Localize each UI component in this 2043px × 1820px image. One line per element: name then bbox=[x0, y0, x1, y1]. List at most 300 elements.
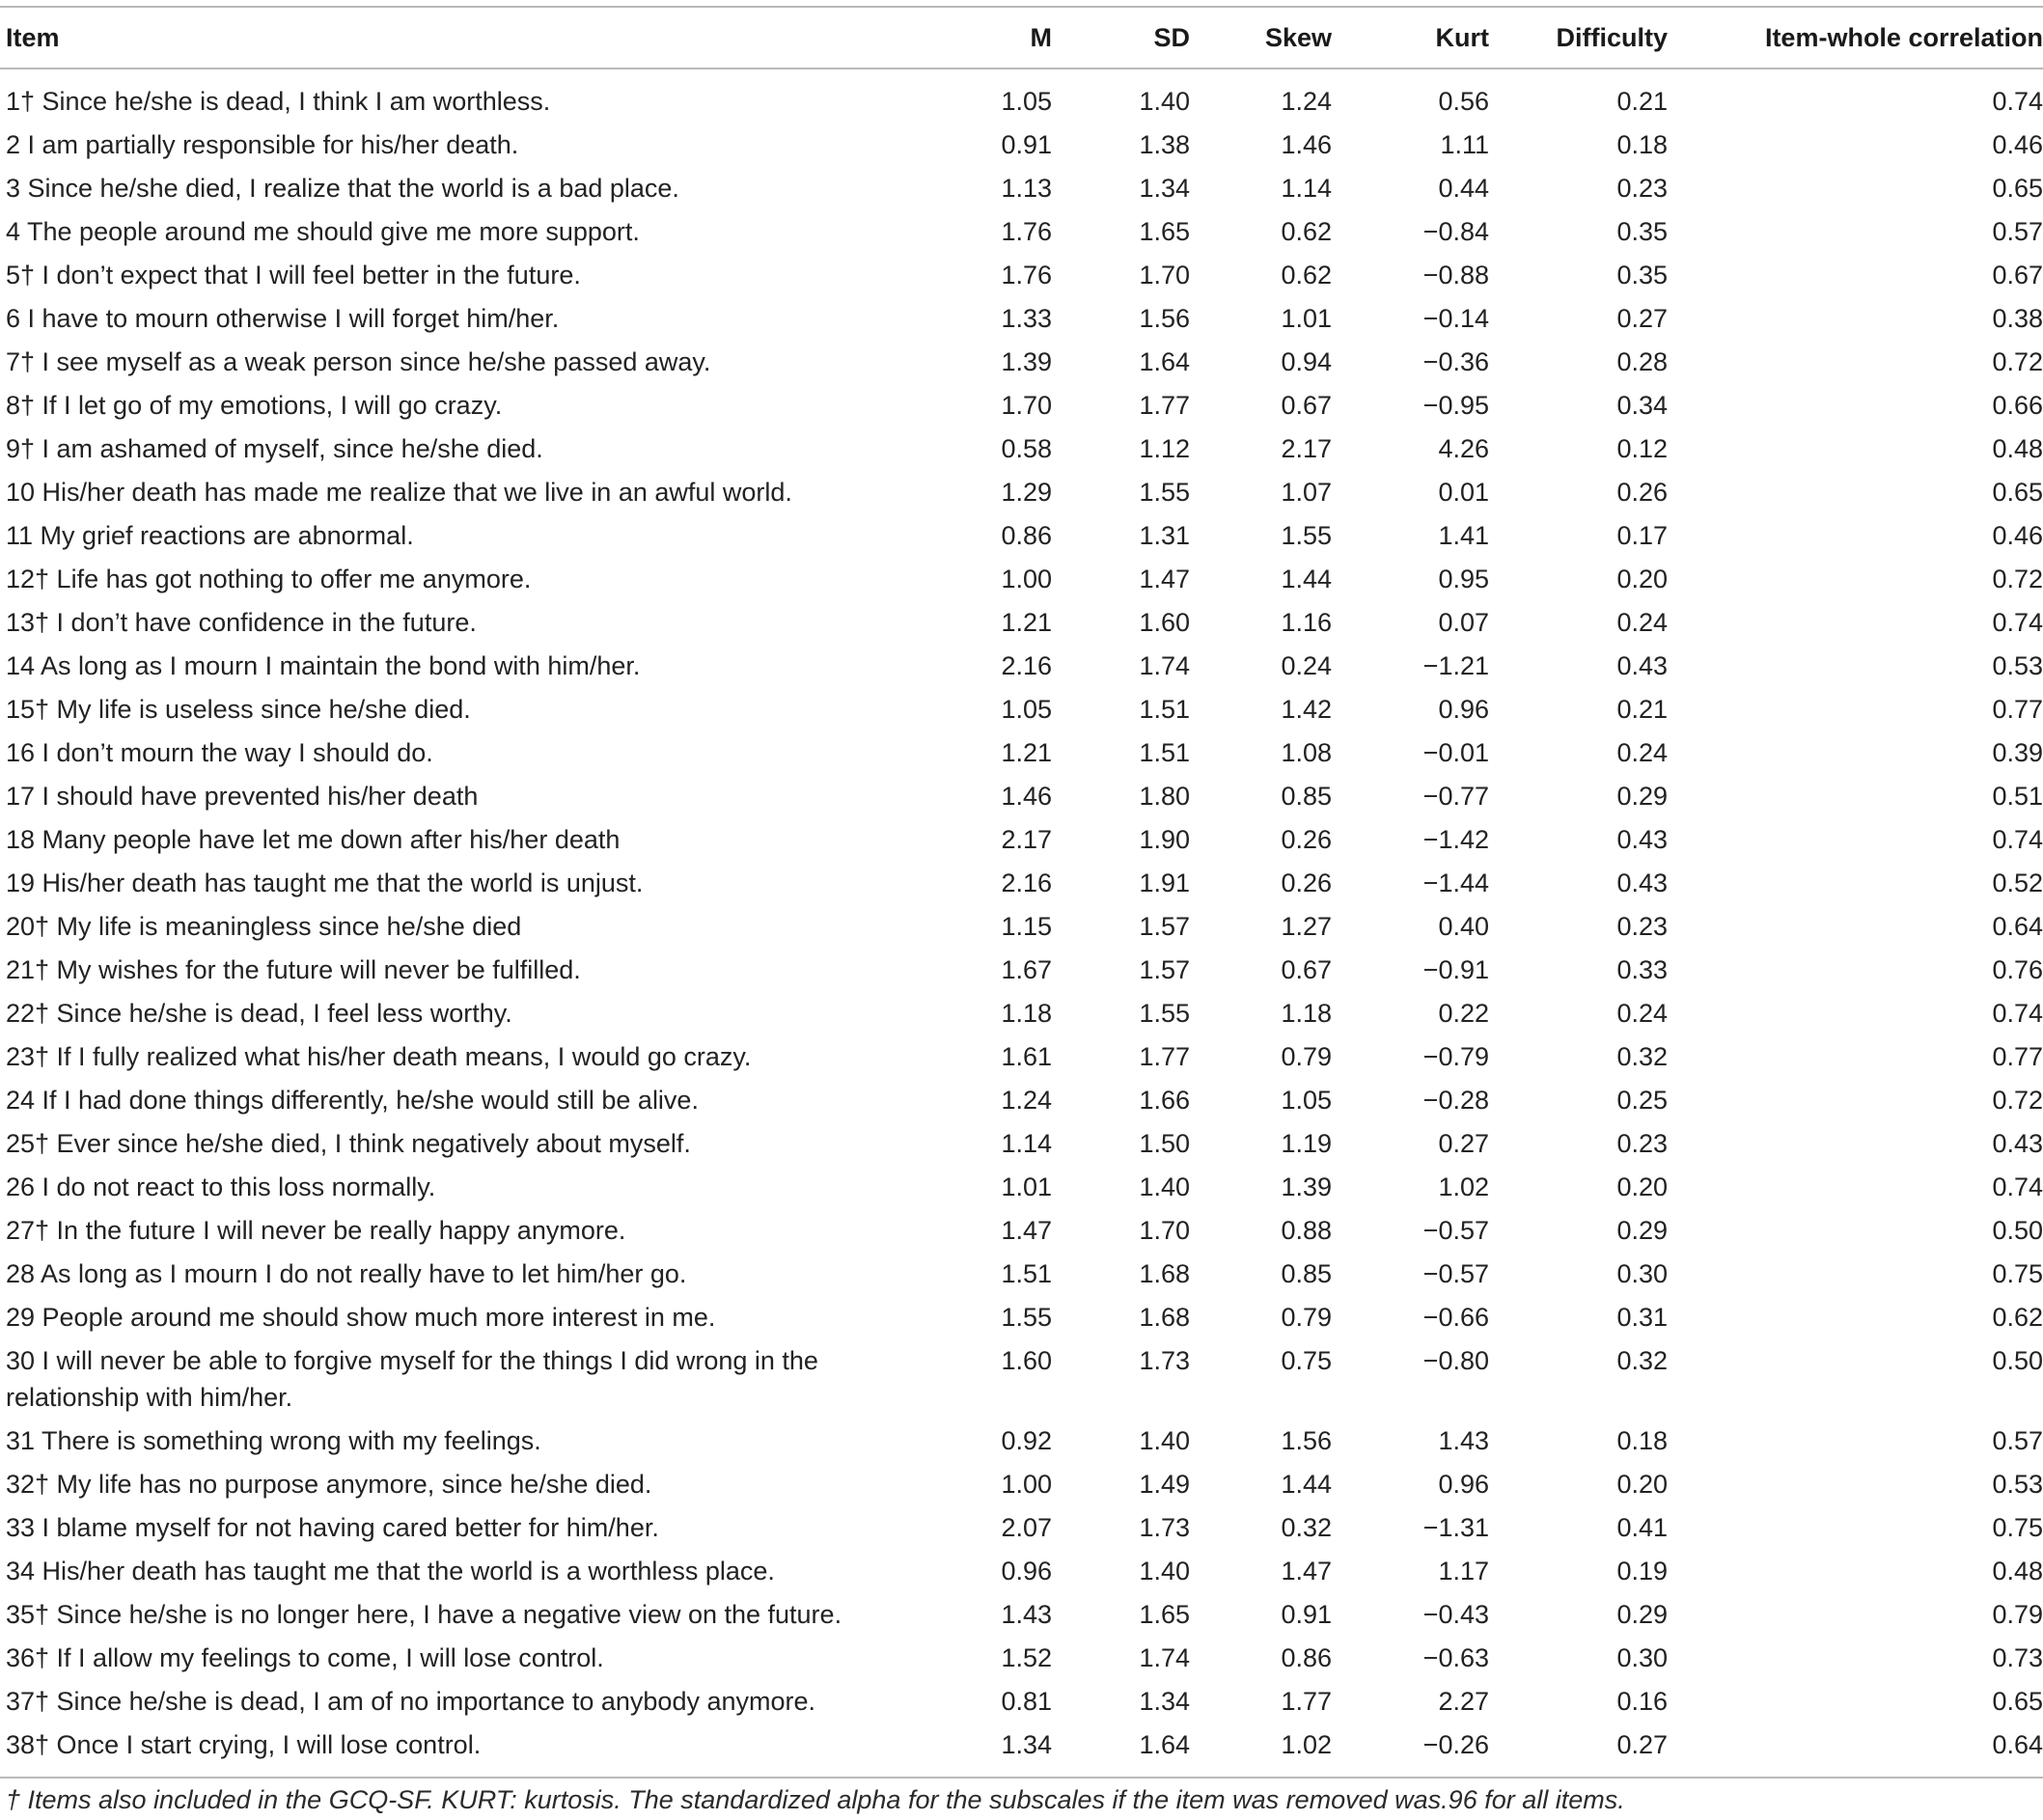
cell-m: 2.17 bbox=[1001, 825, 1052, 854]
cell-m: 0.81 bbox=[1001, 1687, 1052, 1716]
cell-sd: 1.68 bbox=[1139, 1303, 1190, 1332]
table-row bbox=[0, 1296, 2043, 1339]
header-item: Item bbox=[6, 23, 60, 52]
cell-kurt: −0.57 bbox=[1422, 1216, 1489, 1245]
cell-sd: 1.90 bbox=[1139, 825, 1190, 854]
cell-kurt: −0.77 bbox=[1422, 782, 1489, 811]
cell-sd: 1.55 bbox=[1139, 478, 1190, 507]
cell-item-whole-correlation: 0.50 bbox=[1992, 1346, 2043, 1375]
table-row bbox=[0, 775, 2043, 818]
cell-item-whole-correlation: 0.67 bbox=[1992, 261, 2043, 290]
cell-item-whole-correlation: 0.74 bbox=[1992, 1172, 2043, 1201]
cell-m: 1.05 bbox=[1001, 695, 1052, 724]
cell-item-whole-correlation: 0.72 bbox=[1992, 347, 2043, 376]
cell-m: 1.55 bbox=[1001, 1303, 1052, 1332]
cell-sd: 1.51 bbox=[1139, 738, 1190, 767]
cell-sd: 1.49 bbox=[1139, 1470, 1190, 1499]
cell-item: 16 I don’t mourn the way I should do. bbox=[6, 738, 433, 767]
cell-sd: 1.66 bbox=[1139, 1086, 1190, 1115]
cell-item: 22† Since he/she is dead, I feel less worthy. bbox=[6, 999, 512, 1028]
cell-kurt: −0.88 bbox=[1422, 261, 1489, 290]
cell-item-whole-correlation: 0.65 bbox=[1992, 1687, 2043, 1716]
cell-item: 29 People around me should show much more interest in me. bbox=[6, 1303, 716, 1332]
cell-item-whole-correlation: 0.46 bbox=[1992, 130, 2043, 159]
cell-item: 2 I am partially responsible for his/her death. bbox=[6, 130, 519, 159]
table-row bbox=[0, 210, 2043, 254]
table-row bbox=[0, 254, 2043, 297]
cell-item-whole-correlation: 0.77 bbox=[1992, 1042, 2043, 1071]
cell-difficulty: 0.17 bbox=[1616, 521, 1668, 550]
cell-sd: 1.74 bbox=[1139, 651, 1190, 680]
cell-item-whole-correlation: 0.53 bbox=[1992, 651, 2043, 680]
cell-skew: 0.94 bbox=[1281, 347, 1332, 376]
cell-kurt: −0.26 bbox=[1422, 1730, 1489, 1759]
table-row bbox=[0, 69, 2043, 124]
cell-skew: 1.77 bbox=[1281, 1687, 1332, 1716]
cell-item-whole-correlation: 0.65 bbox=[1992, 174, 2043, 203]
cell-difficulty: 0.43 bbox=[1616, 825, 1668, 854]
cell-difficulty: 0.26 bbox=[1616, 478, 1668, 507]
cell-item-whole-correlation: 0.75 bbox=[1992, 1259, 2043, 1288]
cell-kurt: −1.31 bbox=[1422, 1513, 1489, 1542]
table-row bbox=[0, 1079, 2043, 1122]
cell-skew: 0.26 bbox=[1281, 825, 1332, 854]
cell-difficulty: 0.21 bbox=[1616, 695, 1668, 724]
cell-item: 9† I am ashamed of myself, since he/she died. bbox=[6, 434, 543, 463]
cell-sd: 1.47 bbox=[1139, 565, 1190, 593]
cell-item-whole-correlation: 0.57 bbox=[1992, 217, 2043, 246]
cell-item: 13† I don’t have confidence in the future. bbox=[6, 608, 477, 637]
header-item-whole-correlation: Item-whole correlation bbox=[1764, 23, 2043, 52]
cell-skew: 0.26 bbox=[1281, 869, 1332, 897]
cell-difficulty: 0.18 bbox=[1616, 1426, 1668, 1455]
cell-item-whole-correlation: 0.75 bbox=[1992, 1513, 2043, 1542]
cell-sd: 1.40 bbox=[1139, 1426, 1190, 1455]
cell-kurt: 0.01 bbox=[1438, 478, 1489, 507]
cell-item: 15† My life is useless since he/she died. bbox=[6, 695, 471, 724]
table-row bbox=[0, 1420, 2043, 1463]
cell-kurt: 0.40 bbox=[1438, 912, 1489, 941]
cell-item: 4 The people around me should give me more support. bbox=[6, 217, 640, 246]
cell-item: 6 I have to mourn otherwise I will forget him/her. bbox=[6, 304, 560, 333]
cell-difficulty: 0.23 bbox=[1616, 912, 1668, 941]
table-row bbox=[0, 1035, 2043, 1079]
cell-kurt: −0.80 bbox=[1422, 1346, 1489, 1375]
table-row bbox=[0, 1253, 2043, 1296]
cell-skew: 0.24 bbox=[1281, 651, 1332, 680]
cell-sd: 1.34 bbox=[1139, 1687, 1190, 1716]
cell-sd: 1.80 bbox=[1139, 782, 1190, 811]
cell-difficulty: 0.29 bbox=[1616, 1216, 1668, 1245]
cell-sd: 1.56 bbox=[1139, 304, 1190, 333]
cell-m: 1.01 bbox=[1001, 1172, 1052, 1201]
table-row bbox=[0, 1209, 2043, 1253]
cell-item-whole-correlation: 0.76 bbox=[1992, 955, 2043, 984]
cell-m: 1.76 bbox=[1001, 217, 1052, 246]
cell-sd: 1.64 bbox=[1139, 1730, 1190, 1759]
cell-difficulty: 0.41 bbox=[1616, 1513, 1668, 1542]
cell-difficulty: 0.27 bbox=[1616, 304, 1668, 333]
cell-skew: 1.08 bbox=[1281, 738, 1332, 767]
cell-item: 7† I see myself as a weak person since he/she passed away. bbox=[6, 347, 711, 376]
table-row bbox=[0, 558, 2043, 601]
cell-item: 32† My life has no purpose anymore, since he/she died. bbox=[6, 1470, 652, 1499]
cell-skew: 1.19 bbox=[1281, 1129, 1332, 1158]
cell-item: 36† If I allow my feelings to come, I will lose control. bbox=[6, 1643, 604, 1672]
cell-item-whole-correlation: 0.74 bbox=[1992, 608, 2043, 637]
cell-sd: 1.50 bbox=[1139, 1129, 1190, 1158]
cell-skew: 1.18 bbox=[1281, 999, 1332, 1028]
cell-skew: 0.62 bbox=[1281, 261, 1332, 290]
cell-item: 10 His/her death has made me realize that we live in an awful world. bbox=[6, 478, 792, 507]
cell-item: 14 As long as I mourn I maintain the bond with him/her. bbox=[6, 651, 641, 680]
cell-item: 12† Life has got nothing to offer me anymore. bbox=[6, 565, 532, 593]
cell-m: 1.70 bbox=[1001, 391, 1052, 420]
cell-difficulty: 0.24 bbox=[1616, 999, 1668, 1028]
cell-m: 1.39 bbox=[1001, 347, 1052, 376]
cell-skew: 1.24 bbox=[1281, 87, 1332, 116]
table-row bbox=[0, 1506, 2043, 1550]
table-row bbox=[0, 167, 2043, 210]
cell-skew: 0.86 bbox=[1281, 1643, 1332, 1672]
cell-kurt: −0.14 bbox=[1422, 304, 1489, 333]
table-row bbox=[0, 1166, 2043, 1209]
cell-difficulty: 0.30 bbox=[1616, 1643, 1668, 1672]
cell-item: 30 I will never be able to forgive myself for the things I did wrong in the relationship with him/her. bbox=[6, 1346, 818, 1412]
table-row bbox=[0, 1122, 2043, 1166]
table-row bbox=[0, 862, 2043, 905]
cell-kurt: −0.91 bbox=[1422, 955, 1489, 984]
cell-kurt: 0.56 bbox=[1438, 87, 1489, 116]
cell-sd: 1.40 bbox=[1139, 1557, 1190, 1586]
cell-difficulty: 0.24 bbox=[1616, 608, 1668, 637]
cell-sd: 1.57 bbox=[1139, 912, 1190, 941]
cell-item-whole-correlation: 0.72 bbox=[1992, 565, 2043, 593]
cell-item: 20† My life is meaningless since he/she died bbox=[6, 912, 522, 941]
cell-skew: 1.47 bbox=[1281, 1557, 1332, 1586]
cell-difficulty: 0.32 bbox=[1616, 1042, 1668, 1071]
cell-difficulty: 0.30 bbox=[1616, 1259, 1668, 1288]
cell-kurt: −0.63 bbox=[1422, 1643, 1489, 1672]
cell-item: 11 My grief reactions are abnormal. bbox=[6, 521, 414, 550]
cell-sd: 1.12 bbox=[1139, 434, 1190, 463]
cell-item: 19 His/her death has taught me that the world is unjust. bbox=[6, 869, 644, 897]
table-row bbox=[0, 384, 2043, 427]
item-statistics-table bbox=[0, 6, 2043, 1779]
cell-sd: 1.73 bbox=[1139, 1513, 1190, 1542]
cell-item-whole-correlation: 0.46 bbox=[1992, 521, 2043, 550]
cell-kurt: −1.44 bbox=[1422, 869, 1489, 897]
cell-m: 1.52 bbox=[1001, 1643, 1052, 1672]
cell-difficulty: 0.32 bbox=[1616, 1346, 1668, 1375]
cell-item: 35† Since he/she is no longer here, I have a negative view on the future. bbox=[6, 1600, 842, 1629]
cell-difficulty: 0.31 bbox=[1616, 1303, 1668, 1332]
cell-kurt: −0.43 bbox=[1422, 1600, 1489, 1629]
cell-m: 1.34 bbox=[1001, 1730, 1052, 1759]
cell-kurt: −0.01 bbox=[1422, 738, 1489, 767]
cell-kurt: −1.21 bbox=[1422, 651, 1489, 680]
cell-item-whole-correlation: 0.72 bbox=[1992, 1086, 2043, 1115]
cell-m: 1.60 bbox=[1001, 1346, 1052, 1375]
table-row bbox=[0, 1550, 2043, 1593]
cell-m: 1.21 bbox=[1001, 608, 1052, 637]
cell-item-whole-correlation: 0.53 bbox=[1992, 1470, 2043, 1499]
cell-item: 8† If I let go of my emotions, I will go crazy. bbox=[6, 391, 503, 420]
cell-difficulty: 0.29 bbox=[1616, 1600, 1668, 1629]
cell-sd: 1.74 bbox=[1139, 1643, 1190, 1672]
cell-item-whole-correlation: 0.43 bbox=[1992, 1129, 2043, 1158]
cell-item-whole-correlation: 0.50 bbox=[1992, 1216, 2043, 1245]
cell-kurt: −0.36 bbox=[1422, 347, 1489, 376]
table-row bbox=[0, 688, 2043, 731]
table-row bbox=[0, 514, 2043, 558]
cell-sd: 1.77 bbox=[1139, 391, 1190, 420]
cell-item: 23† If I fully realized what his/her death means, I would go crazy. bbox=[6, 1042, 752, 1071]
cell-kurt: 0.07 bbox=[1438, 608, 1489, 637]
table-footnote: † Items also included in the GCQ-SF. KURT: kurtosis. The standardized alpha for the subscales if the item was removed was.96 for all items. bbox=[6, 1785, 1625, 1814]
cell-skew: 0.75 bbox=[1281, 1346, 1332, 1375]
header-sd: SD bbox=[1153, 23, 1190, 52]
cell-sd: 1.60 bbox=[1139, 608, 1190, 637]
cell-skew: 0.91 bbox=[1281, 1600, 1332, 1629]
cell-item: 1† Since he/she is dead, I think I am worthless. bbox=[6, 87, 551, 116]
cell-item-whole-correlation: 0.39 bbox=[1992, 738, 2043, 767]
table-row bbox=[0, 427, 2043, 471]
cell-sd: 1.34 bbox=[1139, 174, 1190, 203]
cell-kurt: 1.17 bbox=[1438, 1557, 1489, 1586]
cell-kurt: −1.42 bbox=[1422, 825, 1489, 854]
cell-item-whole-correlation: 0.51 bbox=[1992, 782, 2043, 811]
table-row bbox=[0, 905, 2043, 949]
cell-sd: 1.65 bbox=[1139, 217, 1190, 246]
cell-skew: 1.56 bbox=[1281, 1426, 1332, 1455]
cell-item: 28 As long as I mourn I do not really have to let him/her go. bbox=[6, 1259, 687, 1288]
cell-sd: 1.40 bbox=[1139, 87, 1190, 116]
cell-skew: 0.79 bbox=[1281, 1303, 1332, 1332]
cell-kurt: 0.22 bbox=[1438, 999, 1489, 1028]
cell-difficulty: 0.35 bbox=[1616, 217, 1668, 246]
cell-difficulty: 0.20 bbox=[1616, 565, 1668, 593]
cell-item: 3 Since he/she died, I realize that the world is a bad place. bbox=[6, 174, 679, 203]
cell-sd: 1.55 bbox=[1139, 999, 1190, 1028]
cell-skew: 1.16 bbox=[1281, 608, 1332, 637]
cell-item-whole-correlation: 0.64 bbox=[1992, 912, 2043, 941]
cell-skew: 1.27 bbox=[1281, 912, 1332, 941]
cell-difficulty: 0.43 bbox=[1616, 651, 1668, 680]
table-row bbox=[0, 1463, 2043, 1506]
cell-difficulty: 0.20 bbox=[1616, 1172, 1668, 1201]
cell-kurt: 0.27 bbox=[1438, 1129, 1489, 1158]
cell-m: 1.00 bbox=[1001, 1470, 1052, 1499]
cell-item-whole-correlation: 0.74 bbox=[1992, 825, 2043, 854]
cell-item: 17 I should have prevented his/her death bbox=[6, 782, 479, 811]
table-row bbox=[0, 949, 2043, 992]
cell-skew: 0.62 bbox=[1281, 217, 1332, 246]
cell-difficulty: 0.29 bbox=[1616, 782, 1668, 811]
cell-difficulty: 0.33 bbox=[1616, 955, 1668, 984]
cell-skew: 1.05 bbox=[1281, 1086, 1332, 1115]
cell-item-whole-correlation: 0.77 bbox=[1992, 695, 2043, 724]
cell-skew: 0.79 bbox=[1281, 1042, 1332, 1071]
cell-difficulty: 0.28 bbox=[1616, 347, 1668, 376]
cell-kurt: −0.79 bbox=[1422, 1042, 1489, 1071]
cell-item-whole-correlation: 0.65 bbox=[1992, 478, 2043, 507]
cell-difficulty: 0.18 bbox=[1616, 130, 1668, 159]
cell-skew: 1.55 bbox=[1281, 521, 1332, 550]
cell-difficulty: 0.35 bbox=[1616, 261, 1668, 290]
cell-item-whole-correlation: 0.57 bbox=[1992, 1426, 2043, 1455]
cell-skew: 1.07 bbox=[1281, 478, 1332, 507]
cell-m: 1.00 bbox=[1001, 565, 1052, 593]
header-kurt: Kurt bbox=[1435, 23, 1489, 52]
cell-difficulty: 0.19 bbox=[1616, 1557, 1668, 1586]
table-row bbox=[0, 1593, 2043, 1637]
cell-skew: 1.01 bbox=[1281, 304, 1332, 333]
cell-kurt: −0.95 bbox=[1422, 391, 1489, 420]
table-row bbox=[0, 992, 2043, 1035]
cell-skew: 1.42 bbox=[1281, 695, 1332, 724]
cell-skew: 1.39 bbox=[1281, 1172, 1332, 1201]
cell-sd: 1.70 bbox=[1139, 261, 1190, 290]
cell-item-whole-correlation: 0.73 bbox=[1992, 1643, 2043, 1672]
cell-item: 25† Ever since he/she died, I think negatively about myself. bbox=[6, 1129, 691, 1158]
cell-sd: 1.38 bbox=[1139, 130, 1190, 159]
table-header bbox=[0, 7, 2043, 69]
cell-kurt: −0.66 bbox=[1422, 1303, 1489, 1332]
cell-kurt: −0.84 bbox=[1422, 217, 1489, 246]
cell-skew: 1.46 bbox=[1281, 130, 1332, 159]
header-difficulty: Difficulty bbox=[1556, 23, 1668, 52]
table-row bbox=[0, 601, 2043, 645]
cell-m: 2.16 bbox=[1001, 651, 1052, 680]
table-row bbox=[0, 124, 2043, 167]
cell-item-whole-correlation: 0.79 bbox=[1992, 1600, 2043, 1629]
cell-m: 0.86 bbox=[1001, 521, 1052, 550]
cell-item: 26 I do not react to this loss normally. bbox=[6, 1172, 436, 1201]
cell-m: 1.15 bbox=[1001, 912, 1052, 941]
cell-item: 18 Many people have let me down after his/her death bbox=[6, 825, 621, 854]
cell-item: 34 His/her death has taught me that the world is a worthless place. bbox=[6, 1557, 775, 1586]
cell-sd: 1.68 bbox=[1139, 1259, 1190, 1288]
cell-item: 27† In the future I will never be really happy anymore. bbox=[6, 1216, 626, 1245]
cell-m: 1.61 bbox=[1001, 1042, 1052, 1071]
cell-item-whole-correlation: 0.74 bbox=[1992, 87, 2043, 116]
cell-skew: 1.14 bbox=[1281, 174, 1332, 203]
header-m: M bbox=[1030, 23, 1052, 52]
cell-m: 1.05 bbox=[1001, 87, 1052, 116]
cell-skew: 1.02 bbox=[1281, 1730, 1332, 1759]
cell-m: 1.14 bbox=[1001, 1129, 1052, 1158]
cell-sd: 1.70 bbox=[1139, 1216, 1190, 1245]
cell-m: 1.21 bbox=[1001, 738, 1052, 767]
cell-sd: 1.73 bbox=[1139, 1346, 1190, 1375]
table-row bbox=[0, 731, 2043, 775]
cell-sd: 1.31 bbox=[1139, 521, 1190, 550]
cell-skew: 1.44 bbox=[1281, 1470, 1332, 1499]
cell-difficulty: 0.21 bbox=[1616, 87, 1668, 116]
table-row bbox=[0, 1339, 2043, 1420]
cell-skew: 0.85 bbox=[1281, 1259, 1332, 1288]
cell-kurt: 0.44 bbox=[1438, 174, 1489, 203]
cell-m: 2.07 bbox=[1001, 1513, 1052, 1542]
table-row bbox=[0, 297, 2043, 341]
cell-m: 1.13 bbox=[1001, 174, 1052, 203]
cell-item: 21† My wishes for the future will never be fulfilled. bbox=[6, 955, 581, 984]
cell-kurt: −0.57 bbox=[1422, 1259, 1489, 1288]
table-row bbox=[0, 1637, 2043, 1680]
cell-kurt: 2.27 bbox=[1438, 1687, 1489, 1716]
cell-kurt: 0.95 bbox=[1438, 565, 1489, 593]
cell-difficulty: 0.34 bbox=[1616, 391, 1668, 420]
cell-sd: 1.57 bbox=[1139, 955, 1190, 984]
cell-item: 37† Since he/she is dead, I am of no importance to anybody anymore. bbox=[6, 1687, 816, 1716]
table-row bbox=[0, 341, 2043, 384]
table-row bbox=[0, 1723, 2043, 1778]
cell-difficulty: 0.43 bbox=[1616, 869, 1668, 897]
cell-skew: 2.17 bbox=[1281, 434, 1332, 463]
table-row bbox=[0, 471, 2043, 514]
cell-sd: 1.40 bbox=[1139, 1172, 1190, 1201]
cell-difficulty: 0.12 bbox=[1616, 434, 1668, 463]
cell-m: 0.58 bbox=[1001, 434, 1052, 463]
cell-item: 5† I don’t expect that I will feel better in the future. bbox=[6, 261, 581, 290]
cell-item-whole-correlation: 0.38 bbox=[1992, 304, 2043, 333]
cell-item-whole-correlation: 0.48 bbox=[1992, 1557, 2043, 1586]
cell-m: 1.76 bbox=[1001, 261, 1052, 290]
cell-sd: 1.64 bbox=[1139, 347, 1190, 376]
cell-difficulty: 0.24 bbox=[1616, 738, 1668, 767]
cell-kurt: 1.43 bbox=[1438, 1426, 1489, 1455]
table-row bbox=[0, 645, 2043, 688]
cell-skew: 0.67 bbox=[1281, 391, 1332, 420]
cell-item: 31 There is something wrong with my feelings. bbox=[6, 1426, 541, 1455]
table-row bbox=[0, 1680, 2043, 1723]
cell-kurt: 4.26 bbox=[1438, 434, 1489, 463]
cell-difficulty: 0.25 bbox=[1616, 1086, 1668, 1115]
cell-item-whole-correlation: 0.66 bbox=[1992, 391, 2043, 420]
cell-m: 0.96 bbox=[1001, 1557, 1052, 1586]
cell-m: 1.18 bbox=[1001, 999, 1052, 1028]
cell-sd: 1.77 bbox=[1139, 1042, 1190, 1071]
cell-kurt: −0.28 bbox=[1422, 1086, 1489, 1115]
table-row bbox=[0, 818, 2043, 862]
cell-m: 1.67 bbox=[1001, 955, 1052, 984]
cell-item: 38† Once I start crying, I will lose control. bbox=[6, 1730, 482, 1759]
cell-m: 1.24 bbox=[1001, 1086, 1052, 1115]
cell-item-whole-correlation: 0.52 bbox=[1992, 869, 2043, 897]
cell-difficulty: 0.16 bbox=[1616, 1687, 1668, 1716]
cell-m: 1.29 bbox=[1001, 478, 1052, 507]
cell-m: 1.33 bbox=[1001, 304, 1052, 333]
cell-item-whole-correlation: 0.74 bbox=[1992, 999, 2043, 1028]
cell-sd: 1.91 bbox=[1139, 869, 1190, 897]
cell-m: 2.16 bbox=[1001, 869, 1052, 897]
cell-item: 33 I blame myself for not having cared better for him/her. bbox=[6, 1513, 659, 1542]
cell-difficulty: 0.27 bbox=[1616, 1730, 1668, 1759]
cell-kurt: 1.41 bbox=[1438, 521, 1489, 550]
cell-skew: 1.44 bbox=[1281, 565, 1332, 593]
cell-m: 0.91 bbox=[1001, 130, 1052, 159]
cell-item-whole-correlation: 0.48 bbox=[1992, 434, 2043, 463]
header-row bbox=[0, 7, 2043, 69]
cell-m: 1.43 bbox=[1001, 1600, 1052, 1629]
cell-m: 1.47 bbox=[1001, 1216, 1052, 1245]
cell-m: 1.46 bbox=[1001, 782, 1052, 811]
cell-skew: 0.32 bbox=[1281, 1513, 1332, 1542]
cell-skew: 0.85 bbox=[1281, 782, 1332, 811]
cell-difficulty: 0.20 bbox=[1616, 1470, 1668, 1499]
cell-kurt: 1.11 bbox=[1440, 130, 1489, 159]
